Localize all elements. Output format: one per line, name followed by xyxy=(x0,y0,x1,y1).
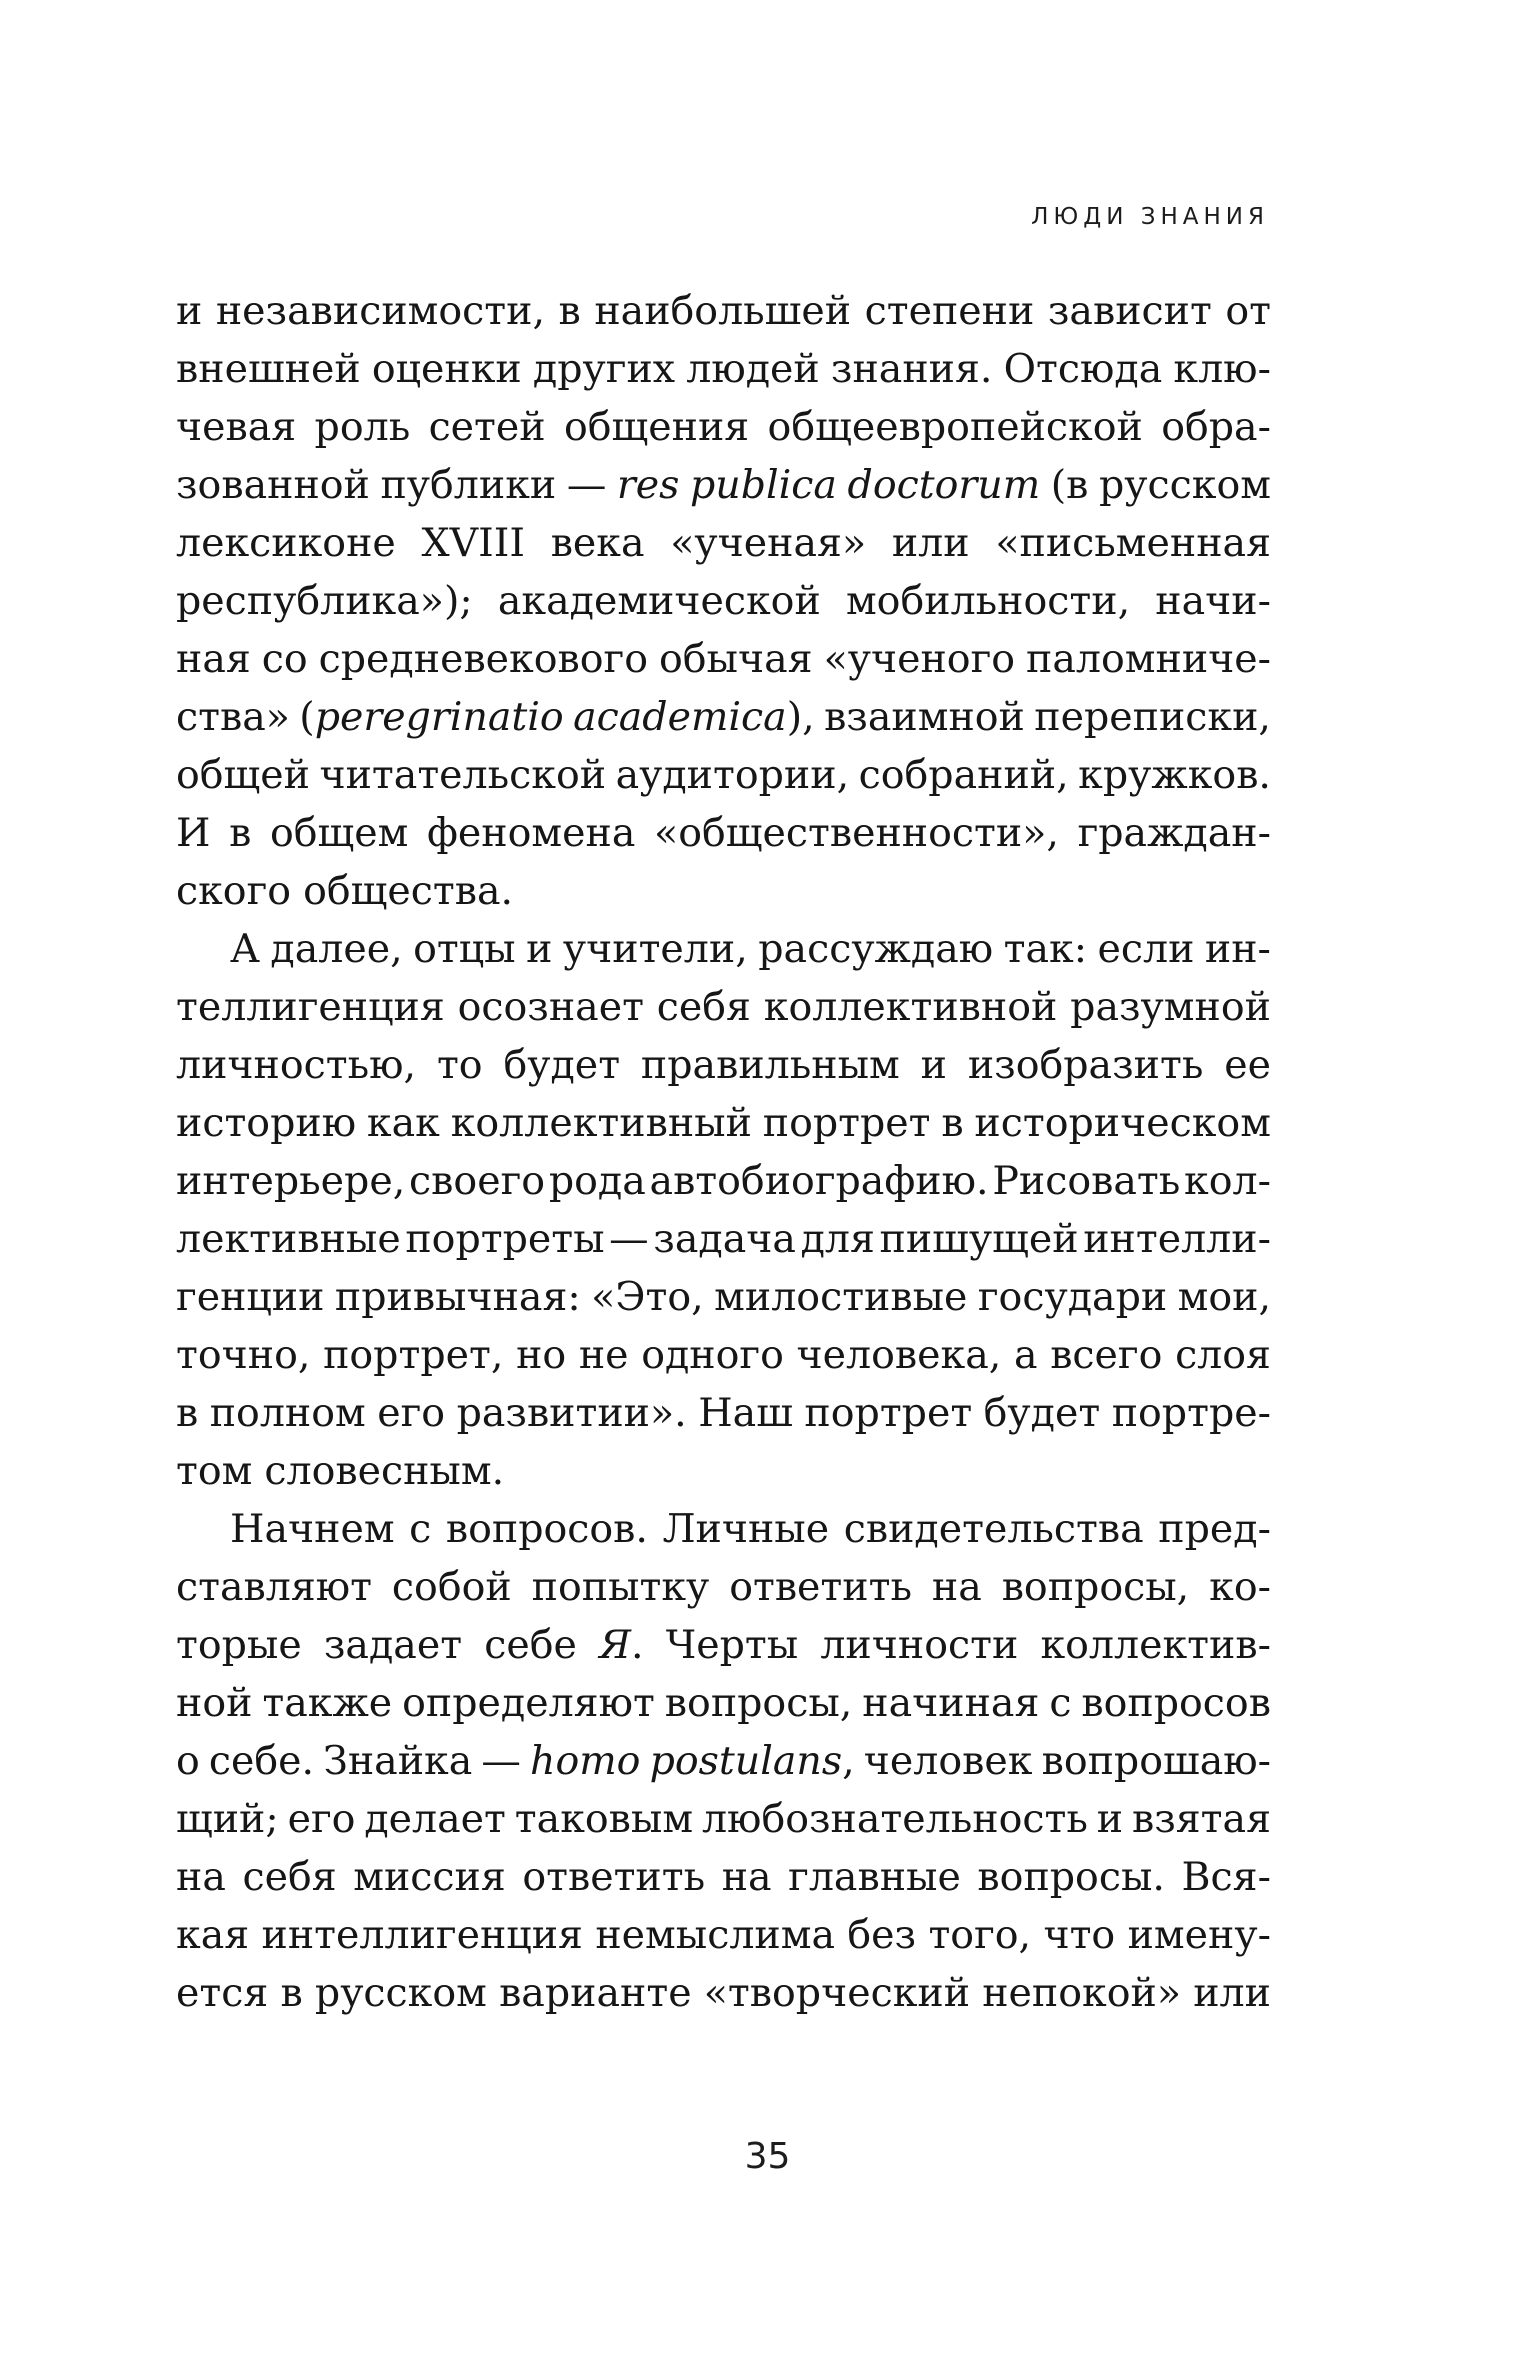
word: мои, xyxy=(1177,1274,1271,1320)
word: общения xyxy=(563,404,750,450)
word: себе xyxy=(484,1622,577,1668)
word: и xyxy=(526,926,553,972)
text-line xyxy=(176,572,1271,630)
word: полном xyxy=(209,1390,366,1436)
word: вопросов xyxy=(1081,1680,1271,1726)
word: doctorum xyxy=(847,462,1041,508)
word: коллективный xyxy=(450,1100,752,1146)
word: главные xyxy=(788,1854,961,1900)
word: и xyxy=(920,1042,947,1088)
word: ства» xyxy=(176,694,290,740)
word: аудитории, xyxy=(615,752,850,798)
word: — xyxy=(481,1738,521,1784)
word: взятая xyxy=(1131,1796,1271,1842)
word: А xyxy=(230,926,260,972)
word: — xyxy=(566,462,607,508)
text-line xyxy=(176,398,1271,456)
word: взаимной xyxy=(824,694,1025,740)
word: вопросы. xyxy=(977,1854,1165,1900)
word: клю- xyxy=(1173,346,1271,392)
word: ной xyxy=(176,1680,253,1726)
word: вопросы, xyxy=(1001,1564,1190,1610)
word: изобразить xyxy=(967,1042,1204,1088)
text-line xyxy=(176,1036,1271,1094)
word: также xyxy=(262,1680,393,1726)
text-line xyxy=(176,1848,1271,1906)
word: кая xyxy=(176,1912,250,1958)
word: любознательность xyxy=(701,1796,1088,1842)
word: ее xyxy=(1224,1042,1271,1088)
text-line xyxy=(176,1500,1271,1558)
word: попытку xyxy=(531,1564,710,1610)
word: интелли- xyxy=(1083,1216,1271,1262)
word: задает xyxy=(323,1622,463,1668)
text-line xyxy=(176,282,1271,340)
word: начиная xyxy=(862,1680,1040,1726)
word: таковым xyxy=(514,1796,694,1842)
word: Я. xyxy=(599,1622,644,1668)
word: роль xyxy=(314,404,411,450)
word: автобиографию. xyxy=(649,1158,989,1204)
word: и xyxy=(176,288,203,334)
word: рода xyxy=(548,1158,646,1204)
word: человек xyxy=(863,1738,1033,1784)
word: наибольшей xyxy=(594,288,852,334)
word: на xyxy=(721,1854,772,1900)
word: Наш xyxy=(698,1390,793,1436)
word: от xyxy=(1225,288,1271,334)
text-line xyxy=(176,804,1271,862)
word: или xyxy=(891,520,970,566)
word: вопросы, xyxy=(664,1680,853,1726)
word: публики xyxy=(380,462,557,508)
word: не xyxy=(578,1332,629,1378)
word: степени xyxy=(864,288,1035,334)
word: а xyxy=(1013,1332,1038,1378)
word: res xyxy=(616,462,680,508)
word: его xyxy=(287,1796,356,1842)
word: для xyxy=(800,1216,875,1262)
word: республика»); xyxy=(176,578,473,624)
word: мобильности, xyxy=(845,578,1131,624)
word: обычая xyxy=(659,636,813,682)
paragraph xyxy=(176,1500,1271,2022)
word: интерьере, xyxy=(176,1158,406,1204)
word: с xyxy=(409,1506,432,1552)
word: непокой» xyxy=(982,1970,1182,2016)
word: переписки, xyxy=(1034,694,1271,740)
word: Знайка xyxy=(323,1738,473,1784)
word: Начнем xyxy=(230,1506,395,1552)
word: postulans, xyxy=(649,1738,855,1784)
word: паломниче- xyxy=(1026,636,1271,682)
paragraph xyxy=(176,920,1271,1500)
word: далее, xyxy=(270,926,403,972)
word: в xyxy=(176,1390,199,1436)
word: Вся- xyxy=(1181,1854,1271,1900)
word: вопросов. xyxy=(445,1506,648,1552)
word: знания. xyxy=(830,346,993,392)
word: русском xyxy=(1098,462,1271,508)
word: генции xyxy=(176,1274,325,1320)
text-line xyxy=(176,1384,1271,1442)
word: историческом xyxy=(974,1100,1271,1146)
paragraph xyxy=(176,282,1271,920)
word: делает xyxy=(364,1796,506,1842)
word: с xyxy=(1049,1680,1072,1726)
word: зависит xyxy=(1047,288,1212,334)
text-line xyxy=(176,1616,1271,1674)
word: себя xyxy=(242,1854,337,1900)
text-line xyxy=(176,1094,1271,1152)
word: «ученого xyxy=(823,636,1016,682)
word: ная xyxy=(176,636,251,682)
word: общества. xyxy=(303,868,514,914)
word: милостивые xyxy=(714,1274,968,1320)
word: — xyxy=(609,1216,649,1262)
word: academica), xyxy=(573,694,815,740)
word: или xyxy=(1193,1970,1271,2016)
text-line xyxy=(176,1326,1271,1384)
word: словесным. xyxy=(264,1448,505,1494)
word: ответить xyxy=(729,1564,912,1610)
word: кружков. xyxy=(1078,752,1271,798)
word: то xyxy=(436,1042,483,1088)
word: ется xyxy=(176,1970,269,2016)
word: всего xyxy=(1050,1332,1163,1378)
word: на xyxy=(176,1854,226,1900)
word: (в xyxy=(1050,462,1089,508)
word: начи- xyxy=(1155,578,1271,624)
word: publica xyxy=(690,462,837,508)
word: «Это, xyxy=(591,1274,704,1320)
word: миссия xyxy=(353,1854,506,1900)
word: средневекового xyxy=(318,636,649,682)
text-line xyxy=(176,862,1271,920)
word: пишущей xyxy=(879,1216,1079,1262)
word: обра- xyxy=(1161,404,1271,450)
word: феномена xyxy=(427,810,636,856)
word: осознает xyxy=(457,984,644,1030)
text-line xyxy=(176,630,1271,688)
word: портрет xyxy=(762,1100,931,1146)
word: Рисовать xyxy=(992,1158,1181,1204)
word: портреты xyxy=(405,1216,605,1262)
word: «творческий xyxy=(703,1970,971,2016)
word: оценки xyxy=(371,346,522,392)
word: отцы xyxy=(413,926,516,972)
word: имену- xyxy=(1127,1912,1271,1958)
word: но xyxy=(516,1332,567,1378)
word: будет xyxy=(503,1042,621,1088)
word: внешней xyxy=(176,346,361,392)
text-line xyxy=(176,1268,1271,1326)
word: так: xyxy=(1003,926,1088,972)
page-number: 35 xyxy=(744,2136,791,2177)
word: чевая xyxy=(176,404,297,450)
word: ин- xyxy=(1204,926,1271,972)
text-line xyxy=(176,978,1271,1036)
word: личности xyxy=(820,1622,1019,1668)
word: том xyxy=(176,1448,253,1494)
word: в xyxy=(941,1100,964,1146)
word: русском xyxy=(314,1970,487,2016)
text-line xyxy=(176,1210,1271,1268)
word: портре- xyxy=(1111,1390,1271,1436)
word: собой xyxy=(391,1564,512,1610)
word: рассуждаю xyxy=(758,926,994,972)
word: ко- xyxy=(1209,1564,1271,1610)
word: что xyxy=(1043,1912,1116,1958)
word: Черты xyxy=(665,1622,799,1668)
word: общеевропейской xyxy=(767,404,1143,450)
text-line xyxy=(176,1152,1271,1210)
word: общем xyxy=(269,810,409,856)
word: академической xyxy=(497,578,821,624)
word: личностью, xyxy=(176,1042,417,1088)
word: портрет xyxy=(804,1390,973,1436)
body-text xyxy=(176,282,1271,2022)
word: «ученая» xyxy=(670,520,867,566)
word: портрет, xyxy=(323,1332,504,1378)
running-head: ЛЮДИ ЗНАНИЯ xyxy=(1031,204,1269,230)
word: привычная: xyxy=(334,1274,581,1320)
text-line xyxy=(176,746,1271,804)
word: немыслима xyxy=(595,1912,836,1958)
word: И xyxy=(176,810,211,856)
text-line xyxy=(176,456,1271,514)
word: Личные xyxy=(662,1506,830,1552)
word: государи xyxy=(977,1274,1168,1320)
word: точно, xyxy=(176,1332,311,1378)
word: о xyxy=(176,1738,200,1784)
word: в xyxy=(229,810,252,856)
text-line xyxy=(176,1674,1271,1732)
text-line xyxy=(176,1732,1271,1790)
word: «письменная xyxy=(995,520,1271,566)
word: как xyxy=(366,1100,440,1146)
word: граждан- xyxy=(1077,810,1271,856)
word: разумной xyxy=(1070,984,1271,1030)
word: определяют xyxy=(402,1680,655,1726)
text-line xyxy=(176,1442,1271,1500)
word: историю xyxy=(176,1100,357,1146)
word: homo xyxy=(530,1738,641,1784)
word: лексиконе xyxy=(176,520,396,566)
word: XVIII xyxy=(421,520,525,566)
text-line xyxy=(176,1964,1271,2022)
word: кол- xyxy=(1184,1158,1271,1204)
word: Отсюда xyxy=(1003,346,1163,392)
word: других xyxy=(532,346,676,392)
word: века xyxy=(550,520,645,566)
word: пред- xyxy=(1158,1506,1271,1552)
text-line xyxy=(176,1790,1271,1848)
word: одного xyxy=(641,1332,784,1378)
word: ского xyxy=(176,868,292,914)
word: и xyxy=(1096,1796,1124,1842)
word: общей xyxy=(176,752,310,798)
word: будет xyxy=(983,1390,1101,1436)
word: варианте xyxy=(499,1970,692,2016)
word: «общественности», xyxy=(654,810,1059,856)
word: своего xyxy=(409,1158,546,1204)
word: собраний, xyxy=(858,752,1069,798)
word: без xyxy=(847,1912,917,1958)
word: интеллигенция xyxy=(261,1912,583,1958)
word: если xyxy=(1097,926,1195,972)
word: вопрошаю- xyxy=(1041,1738,1271,1784)
text-line xyxy=(176,1558,1271,1616)
text-line xyxy=(176,340,1271,398)
text-line xyxy=(176,688,1271,746)
word: сетей xyxy=(428,404,546,450)
word: ответить xyxy=(522,1854,706,1900)
word: себе. xyxy=(208,1738,315,1784)
text-line xyxy=(176,514,1271,572)
text-line xyxy=(176,920,1271,978)
word: свидетельства xyxy=(843,1506,1144,1552)
word: учители, xyxy=(562,926,748,972)
word: (peregrinatio xyxy=(299,694,564,740)
word: задача xyxy=(653,1216,796,1262)
word: независимости, xyxy=(215,288,546,334)
word: торые xyxy=(176,1622,302,1668)
word: щий; xyxy=(176,1796,279,1842)
word: людей xyxy=(686,346,820,392)
word: того, xyxy=(928,1912,1032,1958)
word: теллигенция xyxy=(176,984,445,1030)
word: коллектив- xyxy=(1040,1622,1271,1668)
word: его xyxy=(377,1390,446,1436)
word: себя xyxy=(656,984,751,1030)
word: лективные xyxy=(176,1216,401,1262)
word: слоя xyxy=(1175,1332,1271,1378)
word: в xyxy=(280,1970,303,2016)
word: со xyxy=(261,636,308,682)
word: развитии». xyxy=(456,1390,687,1436)
word: в xyxy=(558,288,581,334)
word: читательской xyxy=(319,752,607,798)
word: зованной xyxy=(176,462,370,508)
word: человека, xyxy=(796,1332,1002,1378)
word: на xyxy=(931,1564,982,1610)
word: правильным xyxy=(640,1042,900,1088)
text-line xyxy=(176,1906,1271,1964)
word: коллективной xyxy=(763,984,1058,1030)
word: ставляют xyxy=(176,1564,373,1610)
